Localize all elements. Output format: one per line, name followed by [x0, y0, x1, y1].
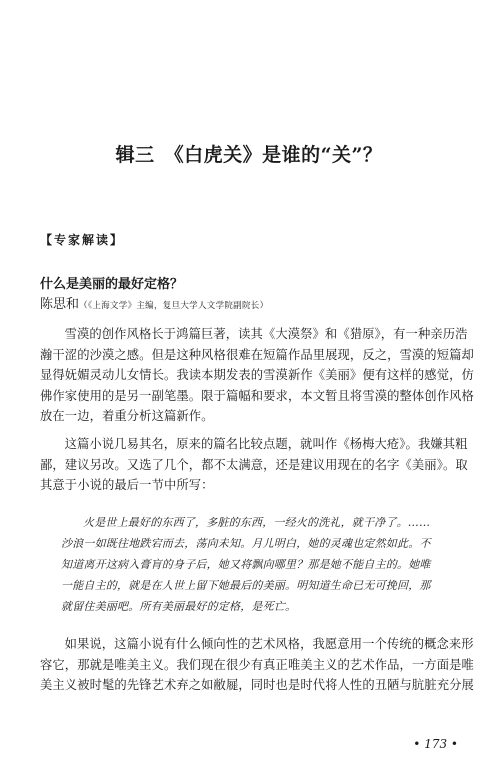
page-number: • 173 • — [413, 737, 458, 751]
article-title: 什么是美丽的最好定格？ — [40, 277, 184, 292]
paragraph-4 — [40, 634, 474, 696]
text-line: 容它，那就是唯美主义。我们现在很少有真正唯美主义的艺术作品，一方面是唯 — [40, 657, 474, 672]
author-affiliation: （《上海文学》主编，复旦大学人文学院副院长） — [79, 301, 269, 311]
paragraph-1 — [40, 324, 474, 427]
text-line: 其意于小说的最后一节中所写： — [40, 478, 214, 492]
text-line: 雪漠的创作风格长于鸿篇巨著，读其《大漠祭》和《猎原》，有一种亲历浩 — [64, 327, 468, 341]
quote-line: 就留住美丽吧。所有美丽最好的定格，是死亡。 — [61, 600, 297, 613]
text-line: 鄙，建议另改。又选了几个，都不太满意，还是建议用现在的名字《美丽》。取 — [40, 457, 468, 472]
quote-line: 一能自主的，就是在人世上留下她最后的美丽。明知道生命已无可挽回，那 — [61, 579, 431, 592]
author-name: 陈思和 — [40, 297, 80, 312]
text-line: 如果说，这篇小说有什么倾向性的艺术风格，我愿意用一个传统的概念来形 — [64, 637, 474, 651]
paragraph-2 — [40, 434, 468, 496]
text-line: 显得妩媚灵动儿女情长。我读本期发表的雪漠新作《美丽》便有这样的感觉，仿 — [40, 368, 474, 382]
text-line: 放在一边，着重分析这篇新作。 — [40, 409, 214, 423]
text-line: 这篇小说几易其名，原来的篇名比较点题，就叫作《杨梅大疮》。我嫌其粗 — [64, 437, 468, 451]
text-line: 瀚干涩的沙漠之感。但是这种风格很难在短篇作品里展现，反之，雪漠的短篇却 — [40, 347, 474, 362]
block-quote — [61, 512, 458, 617]
byline — [40, 293, 268, 312]
text-line: 美主义被时髦的先锋艺术弃之如敝屣，同时也是时代将人性的丑陋与肮脏充分展 — [40, 678, 474, 692]
quote-line: 火是世上最好的东西了，多脏的东西，一经火的洗礼，就干净了。…… — [83, 516, 431, 529]
text-line: 佛作家使用的是另一副笔墨。限于篇幅和要求，本文暂且将雪漠的整体创作风格 — [40, 388, 474, 403]
quote-line: 知道离开这病入膏肓的身子后，她又将飘向哪里？那是她不能自主的。她唯 — [61, 558, 431, 571]
section-tag: 【专家解读】 — [40, 233, 125, 247]
chapter-title: 辑三 《白虎关》是谁的“关”？ — [115, 144, 383, 166]
quote-line: 沙浪一如既往地跌宕而去，荡向未知。月儿明白，她的灵魂也定然如此。不 — [61, 537, 431, 550]
